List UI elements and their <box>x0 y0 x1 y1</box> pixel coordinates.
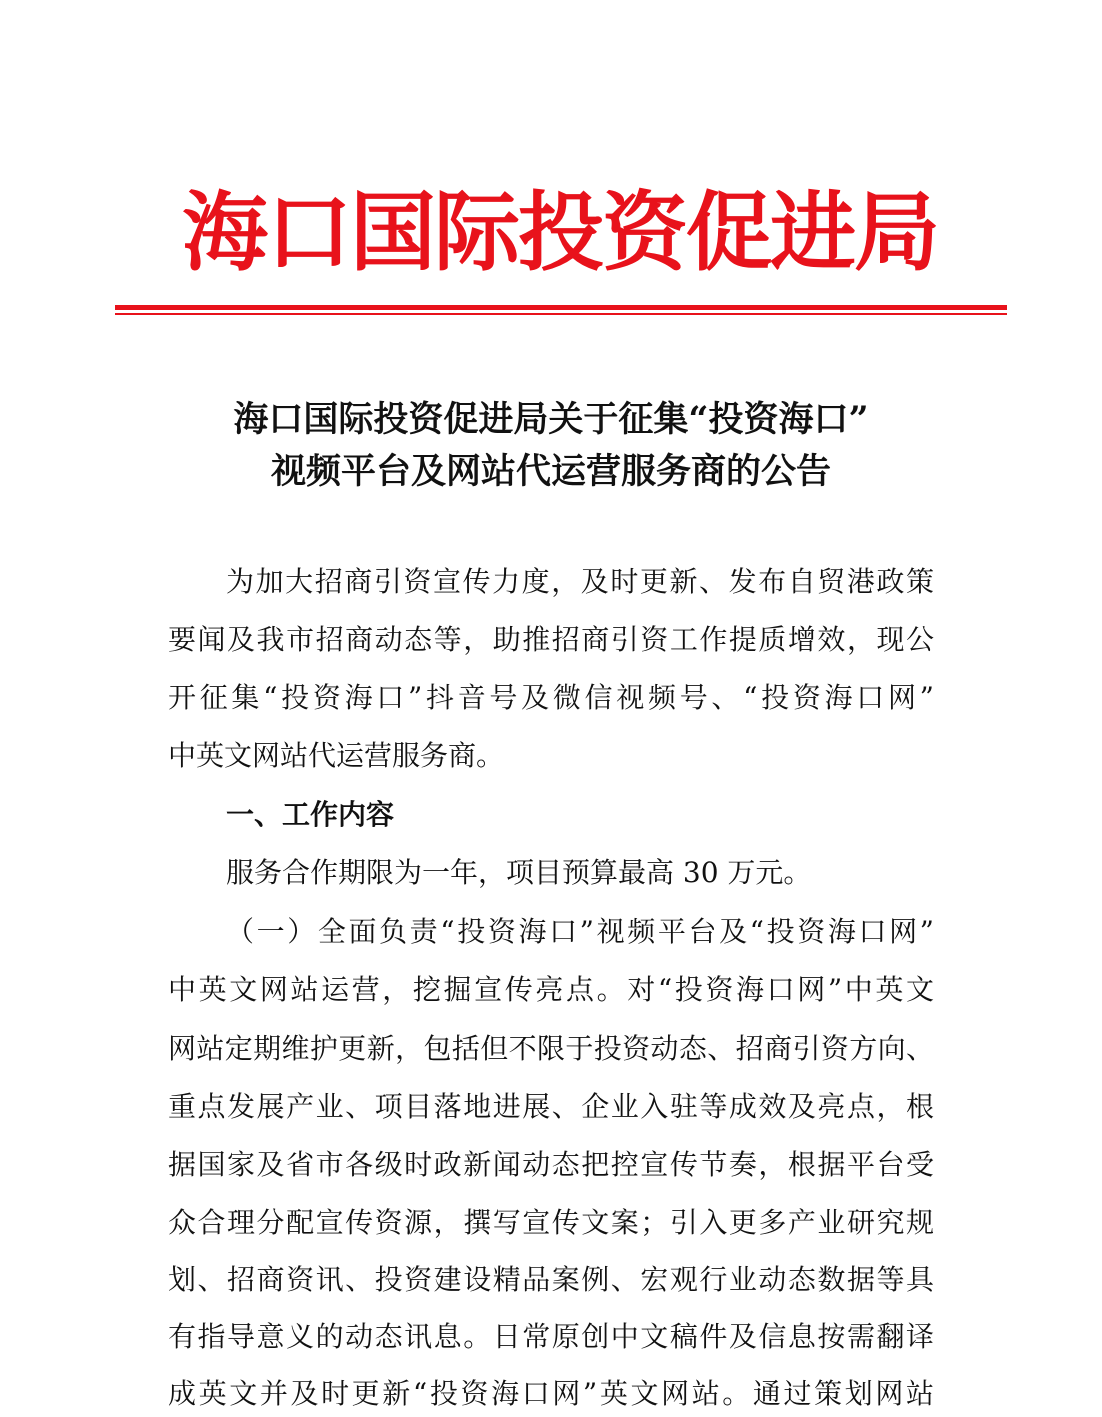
item1-line: 据国家及省市各级时政新闻动态把控宣传节奏，根据平台受 <box>168 1148 934 1181</box>
item1-line: 划、招商资讯、投资建设精品案例、宏观行业动态数据等具 <box>168 1263 934 1296</box>
intro-line: 为加大招商引资宣传力度，及时更新、发布自贸港政策 <box>226 565 934 598</box>
item1-line: 重点发展产业、项目落地进展、企业入驻等成效及亮点，根 <box>168 1090 934 1123</box>
masthead-divider-thick <box>115 305 1007 310</box>
item1-line: 网站定期维护更新，包括但不限于投资动态、招商引资方向、 <box>168 1032 934 1065</box>
intro-line: 中英文网站代运营服务商。 <box>168 739 505 772</box>
item1-line: （一）全面负责“投资海口”视频平台及“投资海口网” <box>226 915 934 948</box>
item1-line: 中英文网站运营，挖掘宣传亮点。对“投资海口网”中英文 <box>168 973 934 1006</box>
item1-line: 有指导意义的动态讯息。日常原创中文稿件及信息按需翻译 <box>168 1320 934 1353</box>
document-title-line-1: 海口国际投资促进局关于征集“投资海口” <box>233 399 869 440</box>
masthead-org-name: 海口国际投资促进局 <box>182 182 938 283</box>
item1-line: 众合理分配宣传资源，撰写宣传文案；引入更多产业研究规 <box>168 1206 934 1239</box>
intro-line: 要闻及我市招商动态等，助推招商引资工作提质增效，现公 <box>168 623 934 656</box>
masthead-divider-thin <box>115 313 1007 315</box>
intro-line: 开征集“投资海口”抖音号及微信视频号、“投资海口网” <box>168 681 934 714</box>
section-heading: 一、工作内容 <box>226 798 395 831</box>
budget-line: 服务合作期限为一年，项目预算最高 30 万元。 <box>226 856 812 889</box>
item1-line: 成英文并及时更新“投资海口网”英文网站。通过策划网站 <box>168 1377 934 1410</box>
document-title-line-2: 视频平台及网站代运营服务商的公告 <box>270 451 831 492</box>
